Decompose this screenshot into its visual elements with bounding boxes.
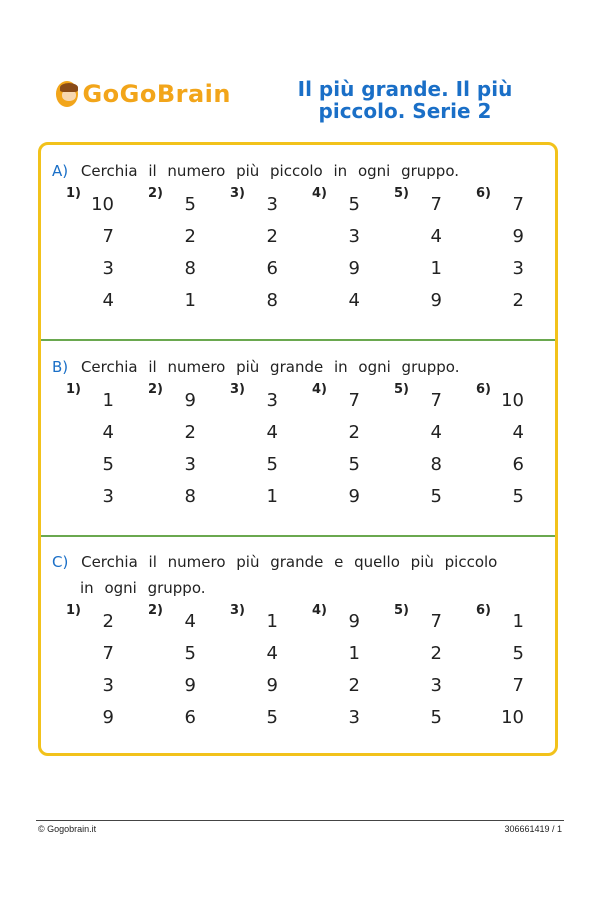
number-value[interactable]: 3 (348, 707, 360, 728)
number-value[interactable]: 9 (430, 290, 442, 311)
number-group (312, 186, 382, 311)
number-value[interactable]: 7 (102, 643, 114, 664)
number-value[interactable]: 5 (512, 643, 524, 664)
number-group (394, 382, 464, 507)
number-value[interactable]: 5 (430, 486, 442, 507)
number-group (230, 382, 300, 507)
number-value[interactable]: 5 (512, 486, 524, 507)
number-group (476, 382, 546, 507)
group-number-label: 5) (394, 382, 409, 397)
number-value[interactable]: 1 (348, 643, 360, 664)
group-number-label: 3) (230, 186, 245, 201)
number-value[interactable]: 7 (430, 194, 442, 215)
number-group (66, 382, 136, 507)
number-value[interactable]: 4 (430, 226, 442, 247)
number-value[interactable]: 4 (266, 643, 278, 664)
number-value[interactable]: 1 (266, 611, 278, 632)
number-value[interactable]: 5 (266, 707, 278, 728)
instruction-text: Cerchia il numero più piccolo in ogni gruppo. (80, 162, 460, 180)
group-number-label: 1) (66, 186, 81, 201)
group-number-label: 2) (148, 603, 163, 618)
group-number-label: 4) (312, 186, 327, 201)
number-group (148, 382, 218, 507)
number-value[interactable]: 7 (512, 194, 524, 215)
number-value[interactable]: 9 (184, 390, 196, 411)
number-value[interactable]: 4 (430, 422, 442, 443)
instruction (52, 549, 552, 575)
group-number-label: 6) (476, 186, 491, 201)
instruction-continued: in ogni gruppo. (80, 579, 206, 597)
number-value[interactable]: 9 (512, 226, 524, 247)
group-number-label: 5) (394, 603, 409, 618)
kid-face-icon (56, 81, 78, 107)
number-value[interactable]: 2 (102, 611, 114, 632)
section-divider (41, 535, 555, 537)
number-value[interactable]: 3 (266, 194, 278, 215)
number-value[interactable]: 9 (348, 258, 360, 279)
number-value[interactable]: 2 (184, 422, 196, 443)
section-b (52, 354, 552, 507)
number-value[interactable]: 10 (501, 707, 524, 728)
number-value[interactable]: 6 (184, 707, 196, 728)
section-letter: B) (52, 358, 69, 376)
number-value[interactable]: 1 (102, 390, 114, 411)
number-value[interactable]: 1 (266, 486, 278, 507)
number-value[interactable]: 3 (102, 258, 114, 279)
number-value[interactable]: 5 (430, 707, 442, 728)
number-value[interactable]: 1 (430, 258, 442, 279)
footer-divider (36, 820, 564, 821)
section-a (52, 158, 552, 311)
number-group (148, 603, 218, 728)
number-value[interactable]: 5 (102, 454, 114, 475)
group-number-label: 6) (476, 382, 491, 397)
number-group (394, 603, 464, 728)
group-number-label: 2) (148, 186, 163, 201)
number-group (312, 382, 382, 507)
number-value[interactable]: 2 (512, 290, 524, 311)
brand-logo (56, 78, 231, 110)
number-group (230, 603, 300, 728)
number-value[interactable]: 8 (266, 290, 278, 311)
page-title (270, 78, 540, 122)
number-value[interactable]: 10 (501, 390, 524, 411)
group-number-label: 1) (66, 603, 81, 618)
number-value[interactable]: 2 (184, 226, 196, 247)
section-letter: A) (52, 162, 69, 180)
instruction (52, 354, 552, 380)
number-group (476, 186, 546, 311)
number-value[interactable]: 7 (512, 675, 524, 696)
number-value[interactable]: 1 (184, 290, 196, 311)
number-group (476, 603, 546, 728)
section-letter: C) (52, 553, 69, 571)
number-value[interactable]: 4 (348, 290, 360, 311)
number-value[interactable]: 3 (512, 258, 524, 279)
number-value[interactable]: 1 (512, 611, 524, 632)
group-number-label: 4) (312, 603, 327, 618)
number-value[interactable]: 8 (184, 486, 196, 507)
number-value[interactable]: 2 (348, 675, 360, 696)
number-value[interactable]: 7 (102, 226, 114, 247)
number-value[interactable]: 3 (102, 675, 114, 696)
number-value[interactable]: 8 (184, 258, 196, 279)
footer-page-id: 306661419 / 1 (504, 824, 562, 834)
number-value[interactable]: 9 (102, 707, 114, 728)
group-number-label: 6) (476, 603, 491, 618)
logo-text: GoGoBrain (82, 80, 231, 108)
group-number-label: 1) (66, 382, 81, 397)
number-value[interactable]: 5 (348, 194, 360, 215)
number-value[interactable]: 9 (348, 486, 360, 507)
number-group (148, 186, 218, 311)
number-value[interactable]: 7 (348, 390, 360, 411)
number-value[interactable]: 4 (512, 422, 524, 443)
section-c (52, 549, 552, 728)
number-value[interactable]: 5 (184, 194, 196, 215)
group-number-label: 5) (394, 186, 409, 201)
number-value[interactable]: 9 (348, 611, 360, 632)
title-line-1: Il più grande. Il più (297, 77, 513, 101)
number-value[interactable]: 3 (266, 390, 278, 411)
title-line-2: piccolo. Serie 2 (318, 99, 492, 123)
number-value[interactable]: 3 (348, 226, 360, 247)
number-group (394, 186, 464, 311)
number-group (312, 603, 382, 728)
number-value[interactable]: 2 (430, 643, 442, 664)
number-value[interactable]: 3 (430, 675, 442, 696)
instruction (52, 158, 552, 184)
group-number-label: 3) (230, 603, 245, 618)
number-value[interactable]: 7 (430, 390, 442, 411)
number-value[interactable]: 3 (102, 486, 114, 507)
group-number-label: 3) (230, 382, 245, 397)
section-divider (41, 339, 555, 341)
number-value[interactable]: 4 (102, 422, 114, 443)
number-value[interactable]: 6 (266, 258, 278, 279)
number-value[interactable]: 8 (430, 454, 442, 475)
number-value[interactable]: 3 (184, 454, 196, 475)
number-value[interactable]: 4 (184, 611, 196, 632)
number-value[interactable]: 4 (266, 422, 278, 443)
number-value[interactable]: 4 (102, 290, 114, 311)
number-value[interactable]: 7 (430, 611, 442, 632)
number-value[interactable]: 5 (348, 454, 360, 475)
group-number-label: 2) (148, 382, 163, 397)
group-number-label: 4) (312, 382, 327, 397)
number-value[interactable]: 9 (266, 675, 278, 696)
footer-copyright: © Gogobrain.it (38, 824, 97, 834)
instruction-text: Cerchia il numero più grande in ogni gruppo. (80, 358, 460, 376)
number-value[interactable]: 5 (266, 454, 278, 475)
number-value[interactable]: 10 (91, 194, 114, 215)
number-group (66, 186, 136, 311)
number-value[interactable]: 2 (266, 226, 278, 247)
number-value[interactable]: 6 (512, 454, 524, 475)
instruction-text: Cerchia il numero più grande e quello più piccolo (81, 553, 498, 571)
number-group (230, 186, 300, 311)
number-group (66, 603, 136, 728)
number-value[interactable]: 5 (184, 643, 196, 664)
number-value[interactable]: 2 (348, 422, 360, 443)
number-value[interactable]: 9 (184, 675, 196, 696)
